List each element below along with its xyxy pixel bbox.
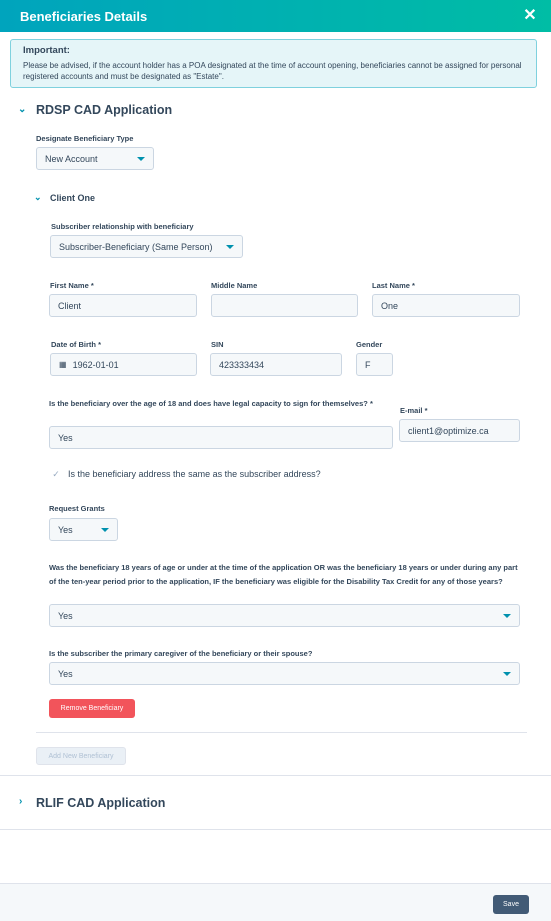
sin-value: 423333434 [219,359,265,370]
remove-beneficiary-button[interactable]: Remove Beneficiary [49,699,135,718]
modal-footer [0,883,551,921]
capacity-value: Yes [58,432,73,443]
chevron-down-icon[interactable]: ⌄ [18,104,27,115]
beneficiary-type-value: New Account [45,153,98,164]
caregiver-label: Is the subscriber the primary caregiver of the beneficiary or their spouse? [49,649,313,658]
grants-select[interactable] [49,518,118,541]
same-address-label: Is the beneficiary address the same as the subscriber address? [68,469,321,479]
first-name-value: Client [58,300,82,311]
relationship-value: Subscriber-Beneficiary (Same Person) [59,241,213,252]
sin-field[interactable] [210,353,342,376]
grants-value: Yes [58,524,73,535]
section-title-rlif[interactable]: RLIF CAD Application [36,796,166,810]
beneficiary-type-select[interactable] [36,147,154,170]
last-name-value: One [381,300,399,311]
last-name-label: Last Name * [372,281,415,290]
capacity-label: Is the beneficiary over the age of 18 and does have legal capacity to sign for themselves? * [49,399,373,408]
modal-title: Beneficiaries Details [20,8,148,24]
email-value: client1@optimize.ca [408,425,489,436]
caregiver-value: Yes [58,668,73,679]
chevron-right-icon[interactable]: › [19,796,23,807]
divider [36,732,527,733]
relationship-select[interactable] [50,235,243,258]
first-name-field[interactable] [49,294,197,317]
dtc-label: Was the beneficiary 18 years of age or under at the time of the application OR was the beneficiary 18 years or under during any part of the ten-year period prior to the application, IF the beneficiary was eligible for the Disability Tax Credit for any of those years? [49,563,518,586]
dtc-value: Yes [58,610,73,621]
divider [0,829,551,830]
divider [0,775,551,776]
dob-label: Date of Birth * [51,340,102,349]
caret-down-icon [137,157,145,161]
caret-down-icon [503,614,511,618]
caret-down-icon [226,245,234,249]
last-name-field[interactable] [372,294,520,317]
notice-title: Important: [23,45,70,56]
grants-label: Request Grants [49,504,105,513]
capacity-field[interactable] [49,426,393,449]
gender-field[interactable] [356,353,393,376]
middle-name-label: Middle Name [211,281,258,290]
add-beneficiary-button[interactable]: Add New Beneficiary [36,747,126,765]
important-notice [10,39,537,88]
caregiver-select[interactable] [49,662,520,685]
client-title[interactable]: Client One [50,193,96,203]
dob-value: 1962-01-01 [72,359,119,370]
sin-label: SIN [211,340,224,349]
gender-label: Gender [356,340,383,349]
beneficiary-type-label: Designate Beneficiary Type [36,134,134,143]
email-label: E-mail * [400,406,428,415]
gender-value: F [365,359,371,370]
email-field[interactable] [399,419,520,442]
section-title-rdsp[interactable]: RDSP CAD Application [36,103,173,117]
relationship-label: Subscriber relationship with beneficiary [51,222,194,231]
caret-down-icon [503,672,511,676]
caret-down-icon [101,528,109,532]
save-button[interactable]: Save [493,895,529,914]
middle-name-field[interactable] [211,294,358,317]
chevron-down-icon[interactable]: ⌄ [34,192,42,202]
first-name-label: First Name * [50,281,94,290]
notice-text: Please be advised, if the account holder has a POA designated at the time of account opening, beneficiaries cannot be assigned for personal registered accounts and must be designated as "Estate". [23,61,522,81]
dtc-select[interactable] [49,604,520,627]
same-address-checkbox[interactable]: ✓ [52,468,60,479]
close-icon[interactable]: ✕ [523,7,537,24]
calendar-icon: ▦ [59,360,67,369]
modal-header [0,0,551,32]
dob-field[interactable] [50,353,197,376]
